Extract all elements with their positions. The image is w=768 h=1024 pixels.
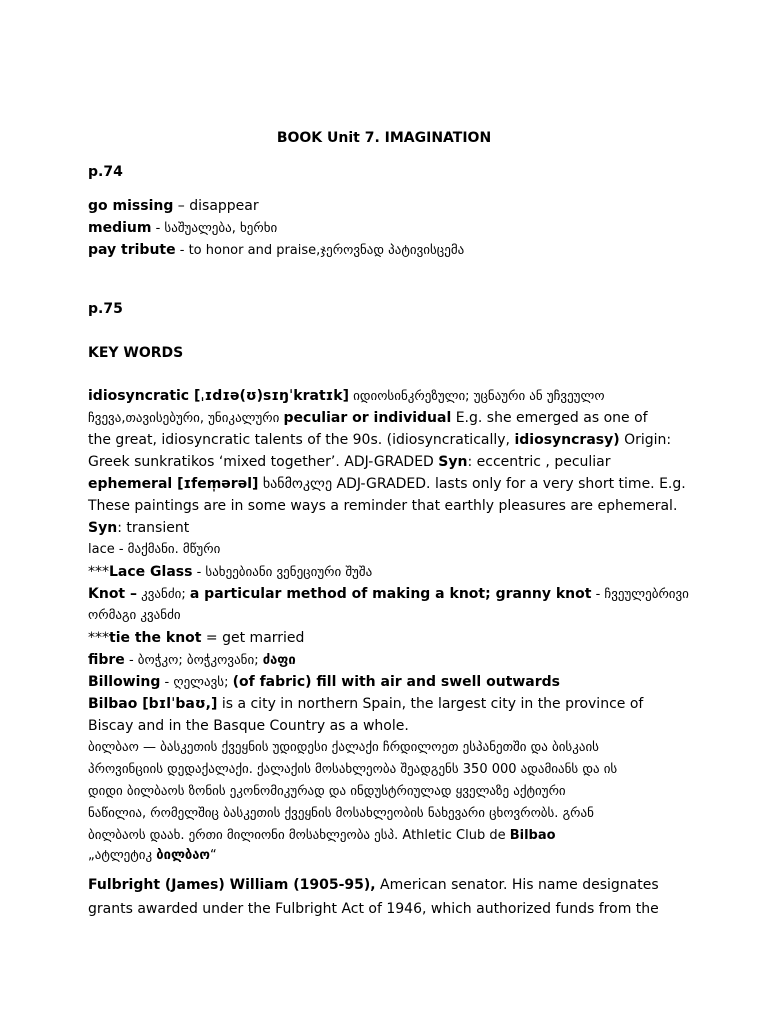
definition: American senator. His name designates <box>375 877 659 893</box>
entry-idiosyncratic-line2 <box>88 407 688 430</box>
entry-pay-tribute <box>88 239 688 262</box>
unit-title: BOOK Unit 7. IMAGINATION <box>276 130 492 146</box>
entry-bilbao <box>88 693 688 715</box>
definition-ka: იდიოსინკრეზული; უცნაური ან უჩვეულო <box>348 389 605 404</box>
entry-idiosyncratic <box>88 385 688 408</box>
definition-en: (of fabric) fill with air and swell outwards <box>232 674 561 690</box>
term: pay tribute <box>88 242 176 258</box>
example: E.g. she emerged as one of <box>451 410 648 426</box>
entry-ephemeral <box>88 473 688 495</box>
definition-ka-2: - ჩვეულებრივი <box>591 587 689 602</box>
term: Fulbright (James) William (1905-95), <box>88 877 376 893</box>
definition: - to honor and praise,ჯეროვნად პატივისცემა <box>175 243 465 258</box>
derived-form: idiosyncrasy) <box>514 432 620 448</box>
definition: - სახეებიანი ვენეციური შუშა <box>192 565 373 580</box>
term: Lace Glass <box>109 564 193 580</box>
key-words-heading: KEY WORDS <box>88 345 184 361</box>
text-bold: ბილბაო <box>156 848 211 863</box>
text-bold: Bilbao <box>509 828 556 843</box>
definition: - ბოჭკო; ბოჭკოვანი; <box>124 653 263 668</box>
entry-fulbright-line2: grants awarded under the Fulbright Act of 1946, which authorized funds from the <box>88 901 659 917</box>
entry-bilbao-ka2: პროვინციის დედაქალაქი. ქალაქის მოსახლეობა შეადგენს 350 000 ადამიანს და ის <box>88 762 618 777</box>
example: the great, idiosyncratic talents of the 90s. (idiosyncratically, <box>88 432 515 448</box>
term: tie the knot <box>109 630 202 646</box>
stars: *** <box>88 630 109 646</box>
entry-idiosyncratic-line4 <box>88 451 688 473</box>
text: „ატლეტიკ <box>88 848 157 863</box>
entry-bilbao-ka1: ბილბაო — ბასკეთის ქვეყნის უდიდესი ქალაქი ჩრდილოეთ ესპანეთში და ბისკაის <box>88 740 599 755</box>
entry-knot-line2: ორმაგი კვანძი <box>88 608 181 623</box>
definition-ka: - ღელავს; <box>160 675 233 690</box>
page-ref-75: p.75 <box>88 301 123 317</box>
text: ბილბაოს დაახ. ერთი მილიონი მოსახლეობა ესპ. Athletic Club de <box>88 828 510 843</box>
entry-ephemeral-line2: These paintings are in some ways a reminder that earthly pleasures are ephemeral. <box>88 498 678 514</box>
term: Billowing <box>88 674 161 690</box>
entry-idiosyncratic-line3 <box>88 429 688 451</box>
entry-medium <box>88 217 688 240</box>
synonyms: : eccentric , peculiar <box>467 454 611 470</box>
entry-lace-glass <box>88 561 688 584</box>
definition: – disappear <box>173 198 259 214</box>
entry-bilbao-ka6 <box>88 845 688 867</box>
entry-billowing <box>88 671 688 694</box>
term: ephemeral [ɪfem̩ərəl] <box>88 476 259 492</box>
term: Knot – <box>88 586 137 602</box>
definition: ხანმოკლე ADJ-GRADED. lasts only for a very short time. E.g. <box>258 476 686 492</box>
definition: - საშუალება, ხერხი <box>151 221 278 236</box>
entry-fulbright <box>88 874 688 896</box>
entry-bilbao-ka3: დიდი ბილბაოს ზონის ეკონომიკურად და ინდუსტრიულად ყველაზე აქტიური <box>88 784 566 799</box>
definition: = get married <box>201 630 305 646</box>
definition-ka: ჩვევა,თავისებური, უნიკალური <box>88 411 284 426</box>
text: “ <box>210 848 217 863</box>
entry-fibre <box>88 649 688 672</box>
stars: *** <box>88 564 109 580</box>
definition-bold: ძაფი <box>262 653 296 668</box>
definition-en: a particular method of making a knot; granny knot <box>189 586 592 602</box>
term: go missing <box>88 198 174 214</box>
origin-label: Origin: <box>619 432 672 448</box>
syn-label: Syn <box>438 454 468 470</box>
entry-bilbao-ka4: ნაწილია, რომელშიც ბასკეთის ქვეყნის მოსახლეობის ნახევარი ცხოვრობს. გრან <box>88 806 594 821</box>
definition: is a city in northern Spain, the largest city in the province of <box>217 696 644 712</box>
term: Bilbao [bɪlˈbaʊ,] <box>88 696 218 712</box>
definition-ka: კვანძი; <box>137 587 190 602</box>
entry-lace: lace - მაქმანი. მწური <box>88 542 221 557</box>
page-ref-74: p.74 <box>88 164 123 180</box>
origin: Greek sunkratikos ‘mixed together’. ADJ-GRADED <box>88 454 439 470</box>
term: idiosyncratic [ˌɪdɪə(ʊ)sɪŋˈkratɪk] <box>88 388 349 404</box>
entry-bilbao-line2: Biscay and in the Basque Country as a whole. <box>88 718 409 734</box>
term: fibre <box>88 652 125 668</box>
entry-bilbao-ka5 <box>88 825 688 847</box>
term: medium <box>88 220 152 236</box>
entry-ephemeral-syn <box>88 517 688 539</box>
entry-tie-the-knot <box>88 627 688 649</box>
entry-go-missing <box>88 195 688 217</box>
syn-label: Syn <box>88 520 118 536</box>
entry-knot <box>88 583 688 606</box>
synonyms: : transient <box>117 520 190 536</box>
definition-en: peculiar or individual <box>283 410 452 426</box>
